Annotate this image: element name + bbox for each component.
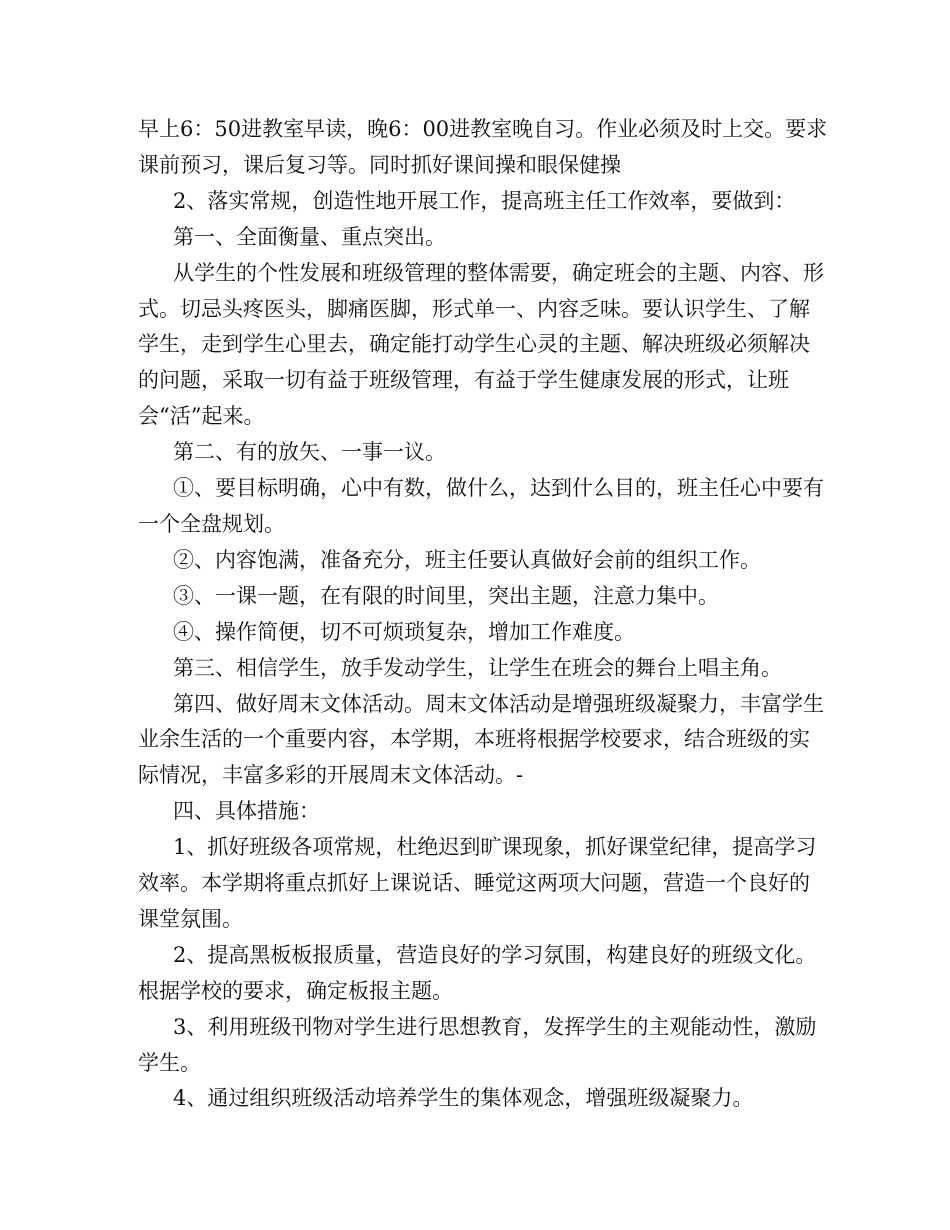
paragraph-routine: 2、落实常规，创造性地开展工作，提高班主任工作效率，要做到：: [173, 188, 796, 213]
measure-item-2: 2、提高黑板板报质量，营造良好的学习氛围，构建良好的班级文化。根据学校的要求，确定板报主题。: [138, 942, 817, 1003]
list-item-2: ②、内容饱满，准备充分，班主任要认真做好会前的组织工作。: [173, 547, 761, 572]
list-item-1: ①、要目标明确，心中有数，做什么，达到什么目的，班主任心中要有一个全盘规划。: [138, 476, 824, 536]
paragraph-class-meeting-theme: 从学生的个性发展和班级管理的整体需要，确定班会的主题、内容、形式。切忌头疼医头，脚痛医脚，形式单一、内容乏味。要认识学生、了解学生，走到学生心里去，确定能打动学生心灵的主题、解决班级必须解决的问题，采取一切有益于班级管理，有益于学生健康发展的形式，让班会“活”起来。: [138, 260, 824, 429]
paragraph-second-point: 第二、有的放矢、一事一议。: [173, 440, 446, 465]
document-body: [138, 112, 828, 1117]
paragraph-third-point: 第三、相信学生，放手发动学生，让学生在班会的舞台上唱主角。: [173, 655, 782, 680]
list-item-4: ④、操作简便，切不可烦琐复杂，增加工作难度。: [173, 619, 635, 644]
section-heading-measures: 四、具体措施：: [173, 799, 320, 824]
list-item-3: ③、一课一题，在有限的时间里，突出主题，注意力集中。: [173, 583, 719, 608]
paragraph-schedule: 早上6：50进教室早读，晚6：00进教室晚自习。作业必须及时上交。要求课前预习，课后复习等。同时抓好课间操和眼保健操: [138, 117, 828, 177]
measure-item-1: 1、抓好班级各项常规，杜绝迟到旷课现象，抓好课堂纪律，提高学习效率。本学期将重点抓好上课说话、睡觉这两项大问题，营造一个良好的课堂氛围。: [138, 835, 817, 931]
measure-item-3: 3、利用班级刊物对学生进行思想教育，发挥学生的主观能动性，激励学生。: [138, 1014, 817, 1075]
measure-item-4: 4、通过组织班级活动培养学生的集体观念，增强班级凝聚力。: [173, 1086, 754, 1111]
paragraph-first-point: 第一、全面衡量、重点突出。: [173, 224, 446, 249]
paragraph-fourth-point: 第四、做好周末文体活动。周末文体活动是增强班级凝聚力，丰富学生业余生活的一个重要内容，本学期，本班将根据学校要求，结合班级的实际情况，丰富多彩的开展周末文体活动。-: [138, 691, 824, 788]
